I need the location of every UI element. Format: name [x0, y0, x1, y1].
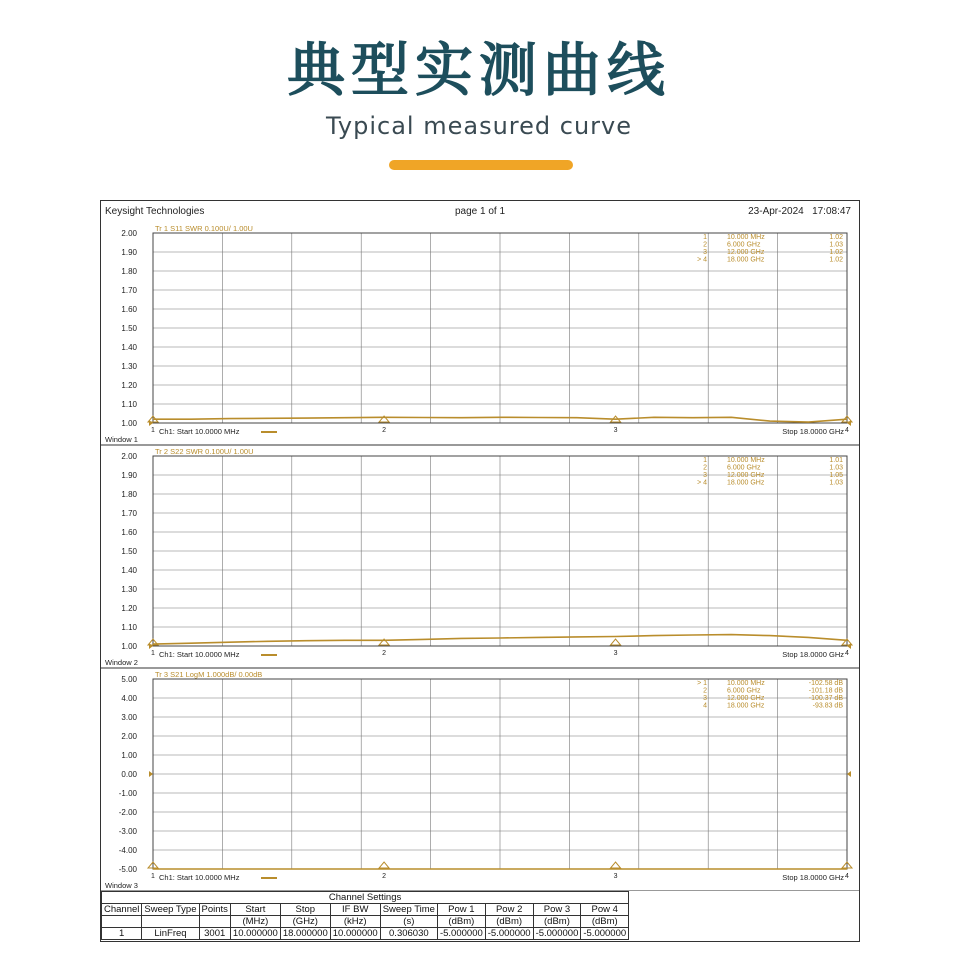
y-tick-label: 4.00: [121, 694, 137, 703]
marker-number: 4: [845, 427, 849, 434]
y-tick-label: 1.00: [121, 419, 137, 428]
marker-number: 2: [382, 427, 387, 434]
settings-data-row: [102, 928, 629, 940]
settings-value: 10.000000: [330, 928, 380, 940]
plot-window-3: [101, 670, 859, 891]
marker-number: 3: [613, 873, 618, 880]
settings-value: -5.000000: [581, 928, 629, 940]
y-tick-label: 1.90: [121, 471, 137, 480]
y-tick-label: -5.00: [118, 865, 137, 874]
y-tick-label: 1.20: [121, 604, 137, 613]
marker-id: > 4: [697, 479, 707, 487]
measurement-plots: [101, 201, 859, 891]
y-tick-label: 1.70: [121, 509, 137, 518]
marker-freq: 6.000 GHz: [727, 241, 761, 249]
marker-id: 1: [703, 457, 707, 464]
settings-header: Pow 4: [581, 904, 629, 916]
y-tick-label: 1.00: [121, 642, 137, 651]
settings-unit-row: [102, 916, 629, 928]
marker-freq: 10.000 MHz: [727, 457, 765, 464]
y-tick-label: 1.80: [121, 490, 137, 499]
report-time: 17:08:47: [812, 206, 851, 217]
settings-value: 18.000000: [280, 928, 330, 940]
y-tick-label: 1.40: [121, 343, 137, 352]
y-tick-label: 2.00: [121, 732, 137, 741]
marker-value: -102.58 dB: [808, 680, 843, 687]
settings-value: 3001: [199, 928, 230, 940]
settings-header: Points: [199, 904, 230, 916]
vna-report: [100, 200, 860, 942]
settings-unit: (GHz): [280, 916, 330, 928]
y-tick-label: -2.00: [118, 808, 137, 817]
settings-header: Pow 2: [485, 904, 533, 916]
y-tick-label: 1.00: [121, 751, 137, 760]
start-freq-label: Ch1: Start 10.0000 MHz: [159, 873, 240, 882]
marker-number: 1: [151, 873, 155, 880]
settings-header: Sweep Time: [380, 904, 437, 916]
marker-number: 3: [613, 427, 618, 434]
marker-id: 1: [703, 234, 707, 241]
marker-value: 1.05: [829, 472, 843, 479]
marker-id: 3: [703, 472, 707, 479]
marker-id: 3: [703, 249, 707, 256]
y-tick-label: 1.60: [121, 305, 137, 314]
settings-header-row: [102, 904, 629, 916]
y-tick-label: 3.00: [121, 713, 137, 722]
settings-unit: (dBm): [437, 916, 485, 928]
title-accent-bar: [389, 160, 573, 170]
marker-id: > 1: [697, 680, 707, 687]
start-freq-label: Ch1: Start 10.0000 MHz: [159, 650, 240, 659]
marker-triangle: [379, 862, 389, 868]
marker-triangle: [611, 639, 621, 645]
marker-freq: 12.000 GHz: [727, 472, 765, 479]
y-tick-label: 1.40: [121, 566, 137, 575]
marker-freq: 18.000 GHz: [727, 479, 765, 487]
window-label: Window 2: [105, 658, 138, 667]
page-title: 典型实测曲线: [286, 36, 671, 104]
settings-unit: (dBm): [533, 916, 581, 928]
marker-triangle: [611, 862, 621, 868]
y-tick-label: 1.20: [121, 381, 137, 390]
marker-number: 1: [151, 650, 155, 657]
window-label: Window 1: [105, 435, 138, 444]
y-tick-label: 2.00: [121, 229, 137, 238]
plot-window-1: [101, 224, 859, 445]
y-tick-label: 5.00: [121, 675, 137, 684]
trace-label: Tr 2 S22 SWR 0.100U/ 1.00U: [155, 447, 254, 456]
marker-freq: 10.000 MHz: [727, 680, 765, 687]
y-tick-label: 1.30: [121, 585, 137, 594]
settings-unit: [199, 916, 230, 928]
window-label: Window 3: [105, 881, 138, 890]
reference-arrow-left: [149, 420, 153, 426]
marker-value: 1.02: [829, 256, 843, 264]
page-indicator: page 1 of 1: [454, 206, 506, 217]
y-tick-label: 1.70: [121, 286, 137, 295]
y-tick-label: 2.00: [121, 452, 137, 461]
reference-arrow-right: [847, 420, 851, 426]
marker-number: 2: [382, 873, 387, 880]
reference-arrow-left: [149, 643, 153, 649]
marker-id: > 4: [697, 256, 707, 264]
marker-value: 1.03: [829, 241, 843, 249]
y-tick-label: 1.60: [121, 528, 137, 537]
y-tick-label: 1.50: [121, 324, 137, 333]
settings-value: LinFreq: [142, 928, 199, 940]
settings-header: Pow 3: [533, 904, 581, 916]
settings-unit: [142, 916, 199, 928]
settings-value: -5.000000: [437, 928, 485, 940]
reference-arrow-right: [847, 643, 851, 649]
settings-unit: (MHz): [230, 916, 280, 928]
y-tick-label: -4.00: [118, 846, 137, 855]
settings-unit: (dBm): [581, 916, 629, 928]
marker-freq: 10.000 MHz: [727, 234, 765, 241]
settings-unit: (kHz): [330, 916, 380, 928]
y-tick-label: -1.00: [118, 789, 137, 798]
marker-id: 2: [703, 464, 707, 472]
channel-settings-table: [101, 891, 629, 940]
marker-value: -100.37 dB: [808, 695, 843, 702]
settings-unit: (s): [380, 916, 437, 928]
marker-number: 2: [382, 650, 387, 657]
marker-value: 1.01: [829, 457, 843, 464]
y-tick-label: 1.30: [121, 362, 137, 371]
reference-arrow-right: [847, 771, 851, 777]
y-tick-label: -3.00: [118, 827, 137, 836]
y-tick-label: 1.10: [121, 623, 137, 632]
report-date: 23-Apr-2024: [748, 206, 804, 217]
settings-header: IF BW: [330, 904, 380, 916]
y-tick-label: 1.50: [121, 547, 137, 556]
settings-unit: [102, 916, 142, 928]
marker-id: 2: [703, 241, 707, 249]
marker-id: 3: [703, 695, 707, 702]
marker-freq: 12.000 GHz: [727, 249, 765, 256]
trace-label: Tr 3 S21 LogM 1.000dB/ 0.00dB: [155, 670, 263, 679]
marker-freq: 18.000 GHz: [727, 702, 765, 710]
y-tick-label: 1.10: [121, 400, 137, 409]
marker-freq: 18.000 GHz: [727, 256, 765, 264]
page-subtitle: Typical measured curve: [325, 112, 632, 140]
marker-value: 1.03: [829, 464, 843, 472]
marker-id: 2: [703, 687, 707, 695]
settings-caption: Channel Settings: [102, 892, 629, 904]
settings-header: Start: [230, 904, 280, 916]
settings-value: -5.000000: [485, 928, 533, 940]
marker-value: 1.02: [829, 234, 843, 241]
settings-value: 0.306030: [380, 928, 437, 940]
marker-freq: 6.000 GHz: [727, 464, 761, 472]
marker-number: 4: [845, 873, 849, 880]
settings-unit: (dBm): [485, 916, 533, 928]
marker-value: -101.18 dB: [808, 687, 843, 695]
marker-value: -93.83 dB: [812, 702, 843, 710]
marker-value: 1.03: [829, 479, 843, 487]
start-freq-label: Ch1: Start 10.0000 MHz: [159, 427, 240, 436]
settings-header: Stop: [280, 904, 330, 916]
settings-header: Sweep Type: [142, 904, 199, 916]
y-tick-label: 1.90: [121, 248, 137, 257]
settings-header: Channel: [102, 904, 142, 916]
marker-id: 4: [703, 702, 707, 710]
marker-freq: 6.000 GHz: [727, 687, 761, 695]
stop-freq-label: Stop 18.0000 GHz: [782, 873, 844, 882]
trace-label: Tr 1 S11 SWR 0.100U/ 1.00U: [155, 224, 253, 233]
plot-window-2: [101, 447, 859, 668]
settings-value: -5.000000: [533, 928, 581, 940]
settings-value: 10.000000: [230, 928, 280, 940]
reference-arrow-left: [149, 771, 153, 777]
marker-number: 3: [613, 650, 618, 657]
settings-caption-row: [102, 892, 629, 904]
marker-number: 1: [151, 427, 155, 434]
marker-value: 1.02: [829, 249, 843, 256]
settings-header: Pow 1: [437, 904, 485, 916]
y-tick-label: 0.00: [121, 770, 137, 779]
stop-freq-label: Stop 18.0000 GHz: [782, 650, 844, 659]
marker-freq: 12.000 GHz: [727, 695, 765, 702]
stop-freq-label: Stop 18.0000 GHz: [782, 427, 844, 436]
settings-value: 1: [102, 928, 142, 940]
marker-number: 4: [845, 650, 849, 657]
vendor-label: Keysight Technologies: [105, 206, 205, 217]
y-tick-label: 1.80: [121, 267, 137, 276]
